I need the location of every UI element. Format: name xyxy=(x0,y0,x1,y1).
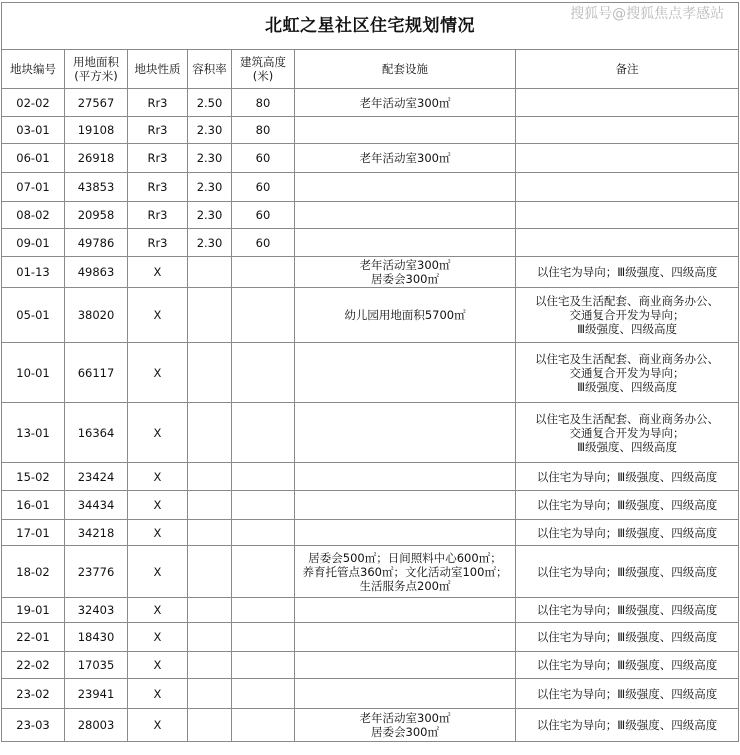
watermark: 搜狐号@搜狐焦点孝感站 xyxy=(570,6,725,22)
cell-notes xyxy=(516,117,739,144)
cell-notes xyxy=(516,202,739,229)
cell-plot-id: 13-01 xyxy=(2,403,65,463)
cell-building-height xyxy=(232,288,295,343)
cell-land-area: 28003 xyxy=(65,709,128,742)
table-row xyxy=(2,520,739,546)
cell-land-use: Rr3 xyxy=(128,173,188,202)
cell-plot-id: 19-01 xyxy=(2,598,65,623)
cell-notes-line: 以住宅为导向；Ⅲ级强度、四级高度 xyxy=(536,630,718,644)
cell-notes-line: 以住宅为导向；Ⅲ级强度、四级高度 xyxy=(536,564,718,579)
table-row xyxy=(2,709,739,742)
cell-notes xyxy=(516,623,739,652)
table-row xyxy=(2,173,739,202)
cell-notes xyxy=(516,546,739,598)
cell-far xyxy=(188,623,232,652)
cell-far xyxy=(188,463,232,491)
cell-land-use: X xyxy=(128,403,188,463)
cell-notes-line: 以住宅为导向；Ⅲ级强度、四级高度 xyxy=(536,718,718,732)
cell-far: 2.30 xyxy=(188,229,232,257)
cell-notes xyxy=(516,520,739,546)
cell-plot-id: 15-02 xyxy=(2,463,65,491)
cell-land-area: 49786 xyxy=(65,229,128,257)
cell-land-use: X xyxy=(128,598,188,623)
cell-notes xyxy=(516,491,739,520)
cell-facilities xyxy=(295,623,516,652)
header-facilities: 配套设施 xyxy=(295,50,516,89)
header-building-height xyxy=(232,50,295,89)
cell-notes xyxy=(516,144,739,173)
cell-land-area: 23941 xyxy=(65,679,128,709)
cell-notes-line: 交通复合开发为导向； xyxy=(569,425,685,440)
cell-facilities-line: 生活服务点200㎡ xyxy=(359,578,451,593)
cell-building-height: 60 xyxy=(232,202,295,229)
table-row xyxy=(2,229,739,257)
cell-land-use: X xyxy=(128,709,188,742)
cell-facilities xyxy=(295,463,516,491)
cell-plot-id: 08-02 xyxy=(2,202,65,229)
cell-far: 2.30 xyxy=(188,202,232,229)
planning-table xyxy=(1,2,739,742)
cell-notes-line: 交通复合开发为导向； xyxy=(569,308,685,322)
cell-notes-line: 以住宅及生活配套、商业商务办公、 xyxy=(535,351,720,366)
cell-notes xyxy=(516,89,739,117)
cell-far: 2.50 xyxy=(188,89,232,117)
cell-building-height xyxy=(232,257,295,288)
table-row xyxy=(2,652,739,679)
cell-notes-line: Ⅲ级强度、四级高度 xyxy=(577,322,677,336)
cell-far xyxy=(188,343,232,403)
cell-facilities xyxy=(295,257,516,288)
cell-notes xyxy=(516,343,739,403)
cell-facilities xyxy=(295,520,516,546)
table-row xyxy=(2,491,739,520)
cell-land-use: X xyxy=(128,343,188,403)
cell-notes-line: 以住宅为导向；Ⅲ级强度、四级高度 xyxy=(536,658,718,672)
cell-land-area: 34218 xyxy=(65,520,128,546)
cell-facilities xyxy=(295,546,516,598)
cell-land-use: Rr3 xyxy=(128,89,188,117)
cell-land-area: 34434 xyxy=(65,491,128,520)
cell-land-area: 18430 xyxy=(65,623,128,652)
table-row xyxy=(2,288,739,343)
header-land-use: 地块性质 xyxy=(128,50,188,89)
cell-notes-line: 以住宅为导向；Ⅲ级强度、四级高度 xyxy=(536,265,718,279)
cell-land-use: X xyxy=(128,679,188,709)
planning-table-sheet xyxy=(1,2,738,742)
cell-land-use: X xyxy=(128,623,188,652)
cell-land-use: Rr3 xyxy=(128,202,188,229)
cell-building-height: 60 xyxy=(232,144,295,173)
table-row xyxy=(2,598,739,623)
cell-building-height: 60 xyxy=(232,229,295,257)
cell-land-area: 23776 xyxy=(65,546,128,598)
cell-land-area: 16364 xyxy=(65,403,128,463)
table-title: 北虹之星社区住宅规划情况 xyxy=(265,16,476,36)
header-land-area xyxy=(65,50,128,89)
cell-facilities xyxy=(295,173,516,202)
cell-land-area: 38020 xyxy=(65,288,128,343)
cell-land-use: X xyxy=(128,546,188,598)
cell-notes-line: 以住宅为导向；Ⅲ级强度、四级高度 xyxy=(536,525,718,540)
cell-land-use: X xyxy=(128,652,188,679)
cell-notes xyxy=(516,257,739,288)
cell-land-area: 17035 xyxy=(65,652,128,679)
cell-plot-id: 23-03 xyxy=(2,709,65,742)
cell-plot-id: 02-02 xyxy=(2,89,65,117)
header-land-area-line: 用地面积 xyxy=(73,55,119,69)
cell-notes-line: Ⅲ级强度、四级高度 xyxy=(577,379,677,394)
cell-notes xyxy=(516,403,739,463)
table-title-cell xyxy=(2,3,739,50)
cell-far xyxy=(188,288,232,343)
header-building-height-line: (米) xyxy=(252,69,274,83)
cell-building-height: 60 xyxy=(232,173,295,202)
cell-building-height xyxy=(232,520,295,546)
cell-building-height xyxy=(232,403,295,463)
cell-land-area: 66117 xyxy=(65,343,128,403)
cell-facilities xyxy=(295,144,516,173)
cell-facilities xyxy=(295,679,516,709)
cell-notes-line: 以住宅为导向；Ⅲ级强度、四级高度 xyxy=(536,686,718,701)
table-row xyxy=(2,679,739,709)
table-body xyxy=(2,89,739,742)
cell-land-use: X xyxy=(128,520,188,546)
cell-far xyxy=(188,491,232,520)
cell-facilities xyxy=(295,652,516,679)
cell-plot-id: 18-02 xyxy=(2,546,65,598)
cell-land-use: Rr3 xyxy=(128,229,188,257)
cell-land-area: 26918 xyxy=(65,144,128,173)
cell-building-height: 80 xyxy=(232,89,295,117)
cell-land-use: Rr3 xyxy=(128,117,188,144)
cell-notes xyxy=(516,679,739,709)
header-land-area-line: (平方米) xyxy=(74,69,118,83)
cell-far xyxy=(188,598,232,623)
cell-land-area: 20958 xyxy=(65,202,128,229)
cell-plot-id: 10-01 xyxy=(2,343,65,403)
cell-facilities xyxy=(295,598,516,623)
cell-facilities-line: 居委会500㎡；日间照料中心600㎡； xyxy=(308,550,502,565)
cell-facilities xyxy=(295,491,516,520)
cell-notes xyxy=(516,709,739,742)
cell-far xyxy=(188,709,232,742)
cell-plot-id: 16-01 xyxy=(2,491,65,520)
cell-notes xyxy=(516,652,739,679)
header-far: 容积率 xyxy=(188,50,232,89)
cell-land-use: X xyxy=(128,257,188,288)
table-row xyxy=(2,623,739,652)
cell-notes-line: 以住宅及生活配套、商业商务办公、 xyxy=(535,294,720,308)
cell-facilities-line: 老年活动室300㎡ xyxy=(359,258,451,272)
table-row xyxy=(2,257,739,288)
table-row xyxy=(2,463,739,491)
cell-plot-id: 01-13 xyxy=(2,257,65,288)
cell-plot-id: 22-02 xyxy=(2,652,65,679)
header-row xyxy=(2,50,739,89)
cell-plot-id: 06-01 xyxy=(2,144,65,173)
cell-plot-id: 03-01 xyxy=(2,117,65,144)
cell-facilities-line: 老年活动室300㎡ xyxy=(359,151,451,165)
cell-notes-line: 以住宅为导向；Ⅲ级强度、四级高度 xyxy=(536,498,718,512)
cell-facilities xyxy=(295,343,516,403)
cell-facilities xyxy=(295,288,516,343)
cell-plot-id: 23-02 xyxy=(2,679,65,709)
cell-facilities xyxy=(295,89,516,117)
cell-notes xyxy=(516,598,739,623)
cell-building-height xyxy=(232,343,295,403)
cell-facilities xyxy=(295,229,516,257)
table-row xyxy=(2,202,739,229)
cell-notes xyxy=(516,288,739,343)
cell-plot-id: 05-01 xyxy=(2,288,65,343)
cell-far: 2.30 xyxy=(188,117,232,144)
cell-land-use: Rr3 xyxy=(128,144,188,173)
cell-building-height xyxy=(232,709,295,742)
cell-facilities-line: 老年活动室300㎡ xyxy=(359,95,451,110)
cell-notes-line: 以住宅为导向；Ⅲ级强度、四级高度 xyxy=(536,469,718,484)
table-row xyxy=(2,343,739,403)
header-building-height-line: 建筑高度 xyxy=(240,55,286,69)
cell-building-height xyxy=(232,623,295,652)
cell-facilities-line: 居委会300㎡ xyxy=(371,725,439,739)
cell-facilities xyxy=(295,117,516,144)
table-row xyxy=(2,144,739,173)
cell-plot-id: 07-01 xyxy=(2,173,65,202)
cell-notes-line: 以住宅及生活配套、商业商务办公、 xyxy=(535,411,720,426)
cell-facilities xyxy=(295,709,516,742)
cell-building-height: 80 xyxy=(232,117,295,144)
table-row xyxy=(2,546,739,598)
cell-land-use: X xyxy=(128,288,188,343)
cell-land-area: 49863 xyxy=(65,257,128,288)
cell-notes-line: 以住宅为导向；Ⅲ级强度、四级高度 xyxy=(536,603,718,617)
table-row xyxy=(2,89,739,117)
cell-land-area: 19108 xyxy=(65,117,128,144)
cell-building-height xyxy=(232,546,295,598)
cell-building-height xyxy=(232,491,295,520)
cell-plot-id: 17-01 xyxy=(2,520,65,546)
cell-far xyxy=(188,546,232,598)
cell-notes xyxy=(516,173,739,202)
cell-land-area: 43853 xyxy=(65,173,128,202)
cell-land-use: X xyxy=(128,491,188,520)
header-plot-id: 地块编号 xyxy=(2,50,65,89)
cell-building-height xyxy=(232,679,295,709)
cell-facilities-line: 居委会300㎡ xyxy=(371,272,439,286)
cell-far: 2.30 xyxy=(188,144,232,173)
cell-facilities-line: 老年活动室300㎡ xyxy=(359,711,451,725)
header-notes: 备注 xyxy=(516,50,739,89)
table-row xyxy=(2,403,739,463)
cell-facilities-line: 幼儿园用地面积5700㎡ xyxy=(344,308,466,322)
table-row xyxy=(2,117,739,144)
cell-building-height xyxy=(232,463,295,491)
cell-far xyxy=(188,652,232,679)
cell-building-height xyxy=(232,652,295,679)
cell-far xyxy=(188,257,232,288)
cell-notes-line: Ⅲ级强度、四级高度 xyxy=(577,439,677,454)
cell-plot-id: 09-01 xyxy=(2,229,65,257)
cell-far: 2.30 xyxy=(188,173,232,202)
cell-facilities-line: 养育托管点360㎡；文化活动室100㎡； xyxy=(302,564,508,579)
cell-land-use: X xyxy=(128,463,188,491)
cell-land-area: 27567 xyxy=(65,89,128,117)
cell-land-area: 23424 xyxy=(65,463,128,491)
cell-far xyxy=(188,520,232,546)
cell-land-area: 32403 xyxy=(65,598,128,623)
cell-far xyxy=(188,679,232,709)
cell-facilities xyxy=(295,403,516,463)
cell-plot-id: 22-01 xyxy=(2,623,65,652)
cell-notes-line: 交通复合开发为导向； xyxy=(569,365,685,380)
cell-notes xyxy=(516,229,739,257)
cell-facilities xyxy=(295,202,516,229)
cell-building-height xyxy=(232,598,295,623)
cell-notes xyxy=(516,463,739,491)
cell-far xyxy=(188,403,232,463)
